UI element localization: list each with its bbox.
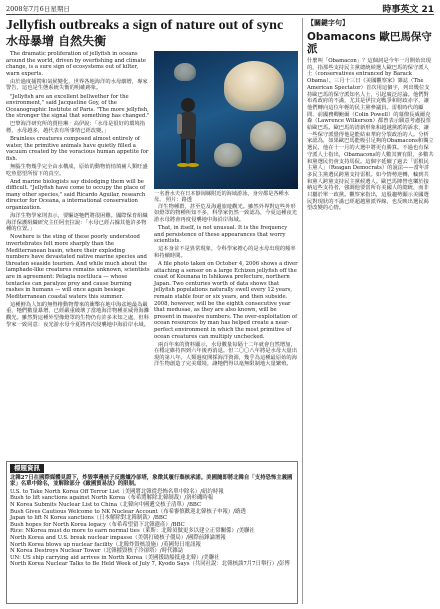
paragraph: 無腦生物幾乎完全由水構成，原始的動物悄悄填補人類旺盛吃魚慾望所留下的真空。 [6,164,148,177]
box-intro: 北韓27日在國際媒體見證下，炸毀寧邊核子反應爐冷卻塔，象徵其履行棄核承諾。美國隨即將北韓自「支持恐怖主義國家」名單中除名，並解除部分《敵國貿易法》的限制。 [10,474,293,488]
article-column-1 [6,51,150,330]
headline-list [10,489,294,568]
paragraph: 這本身並不是異常現象，令科學家擔心的是水母出現的頻率和持續時間。 [154,246,296,259]
keyword-column [302,18,434,604]
list-item: North Korea Nuclear Talks to Be Held Week of July 7, Kyodo Says（共同社說：北韓核談7月7日舉行）/彭博 [10,561,290,568]
paragraph: And marine biologists say dislodging them will be difficult. "Jellyfish have come to occupy the place of many other species," said Ricardo Aguilar, research director for Oceana, a international conservation organization. [6,178,146,212]
section-masthead: 時事英文 21 [382,5,434,15]
paragraph: Nowhere is the sting of these poorly understood invertebrates felt more sharply than the Mediterranean basin, where their exploding numbers have devastated native marine species and threaten seaside tourism. And while much about the lamphade-like creatures remains unknown, scientists are in agreement: Pelagia noctiluca — whose tentacles can paralyze prey and cause burning rashes in humans — will once again besiege Mediterranean coastal waters this summer. [6,234,150,300]
main-article [6,18,298,604]
list-item: Rice: NKorea must do more to earn normal ties（萊斯：北韓須做更多以建立正常關係）/美聯社 [10,528,255,535]
list-item: Bush to lift sanctions against North Korea（布希將解除北韓制裁）/洛杉磯時報 [10,495,214,502]
list-item: N Korea Destroys Nuclear Tower（北韓摧毀核子冷卻塔）/時代雜誌 [10,548,184,555]
list-item: U.S. to Take North Korea Off Terror List（美國將北韓從恐怖名單中除名）/紐約時報 [10,488,224,495]
keyword-label: 【關鍵字句】 [307,19,349,27]
list-item: North Korea blows up nuclear facility（北韓炸毀核設施）/英國每日電訊報 [10,541,201,548]
paragraph: 這種鮮為人知的無脊椎動物帶來的衝擊在地中海盆地最為嚴重，牠們數量暴增，已經嚴重破壞了當地海洋物種並威脅海灘觀光。雖然對這種外型像燈罩的生物仍有許多未知之處，但科學家一致同意：夜光游水母今夏將再次侵襲地中海沿岸水域。 [6,301,150,328]
paragraph: "Jellyfish are an excellent bellwether for the environment," said Jacqueline Goy, of the Oceanographic Institute of Paris. "The more jellyfish, the stronger the signal that something has changed." [6,93,150,120]
issue-date: 2008年7月6日星期日 [6,5,70,13]
list-item: N Korea Submits Nuclear List to China（北韓向中國遞交核子清單）/BBC [10,501,202,508]
list-item: Japan to lift N Korea sanctions（日本解除對北韓制裁）/BBC [10,515,168,522]
paragraph: 巴黎海洋研究所的賈桂琳‧高伊說：「水母是很好的環境指標，水母越多，越代表有所事情已經改變。」 [6,121,146,135]
paragraph: Brainless creatures composed almost entirely of water, the primitive animals have quietly filled a vacuum created by the voracious human appetite for fish. [6,136,149,162]
paragraph: 兩百年來的資料顯示，水母數量每隔十二年就會自然增加，在穩定維持四到六年後再消退。但二〇〇八年將是水母大量出現的第八年。人類過度開採海洋資源，幾乎為這種最原始的海洋生物創造了完美環境，讓牠們得以毫無限制地大量繁殖。 [154,341,298,368]
list-item: Bush Gives Cautious Welcome to NK Nuclear Account（布希審慎歡迎北韓核子申報）/路透 [10,508,246,515]
keyword-title: Obamacons 歐巴馬保守派 [307,31,432,55]
paragraph: The dramatic proliferation of jellyfish in oceans around the world, driven by overfishing and climate change, is a sure sign of ecosystems out of kilter, warn experts. [6,51,146,77]
article-subtitle: 水母暴增 自然失衡 [6,34,107,48]
keyword-body: 什麼叫「Obamacon」？這個詞是今年一月開始出現的，指那些支持民主黨總統候選人歐巴馬的保守派人士（conservatives entranced by Barack Obama）。三月十三日《美國觀察家》雜誌（The American Spectator）首次用這個字，列出幾位支持歐巴馬的保守派知名人士，引起廣泛討論。他們對布希政府的不滿，尤其是伊拉克戰爭和財政赤字，讓他們轉向這位年輕的民主黨參議員。雷根時代的顧問、前國務卿鮑爾（Colin Powell）的幕僚長威爾克森（Lawrence Wilkerson）都曾表示願意考慮投票給歐巴馬。歐巴馬的清新形象和超越黨派的訴求，讓一些保守派覺得他是能結束華府分裂政治的人。分析家認為，如果歐巴馬能吸引足夠的Obamacons和獨立選民，他在十一月的大選中將更有勝算。不過也有保守派人士指出，Obamacons的人數其實有限，多數共和黨選民仍會支持馬侃。這個字延續了過去「雷根民主黨人」（Reagan Democrats）的說法——當年許多民主黨選民跨黨支持雷根。如今情勢逆轉，輪到共和黨人跨黨支持民主黨候選人。歐巴馬陣營也樂於接納這些支持者，強調他要當所有美國人的總統，而非只屬於單一政黨。觀察家指出，這股趨勢顯示美國選民對現狀的不滿已經超越黨派界線，也反映出選民渴望改變的心情。 [307,58,434,212]
paragraph: That, in itself, is not unusual. It is the frequency and persistence of these appearances that worry scientists. [154,225,288,245]
list-item: North Korea and U.S. break nuclear impasse（美朝打破核子僵局）/國際前鋒論壇報 [10,534,226,541]
list-item: UN: US ship carrying aid arrives in North Korea（美國援助船抵達北韓）/美聯社 [10,554,220,561]
list-item: Bush hopes for North Korea legacy（布希希望留下北韓遺產）/BBC [10,521,185,528]
box-heading: 標題資訊 [10,464,44,473]
page-header [6,2,434,15]
headline-info-box [6,461,298,604]
paragraph: 海洋生物學家則表示，要驅逐牠們將很困難。國際保育組織海洋保護組織研究主任阿奎拉說：「水母已經占據其他許多物種的位置。」 [6,213,148,233]
diver-figure [168,95,208,167]
paragraph: 由於過度捕撈和氣候變化，世界各地海洋的水母劇增，專家警告，這也是生態系統失衡的明確跡象。 [6,78,148,92]
article-title: Jellyfish outbreaks a sign of nature out of sync [6,18,284,33]
article-column-2 [154,51,298,370]
paragraph: A file photo taken on October 4, 2006 shows a diver attaching a sensor on a large Echizen jellyfish off the coast of Kounana in Ishikawa prefecture, northern Japan. Two centuries worth of data shows that jellyfish populations naturally swell every 12 years, remain stable four or six years, and then subside. 2008, however, will be the eighth consecutive year that medusae, as they are also known, will be present in massive numbers. The over-exploitation of ocean resources by man has helped create a near-perfect environment in which the most primitive of ocean creatures can multiply unchecked. [154,261,298,340]
jellyfish-photo [154,51,298,189]
paragraph: 洋生物種群，甚至危及海邊旅遊觀光。雖然外界對這些外形如燈罩的物種所知不多，科學家仍然一致認為，今夏這種夜光游水母將會再度侵襲地中海沿岸海域。 [154,203,298,223]
photo-caption: 一名潛水夫在日本靜岡縣附近的海域游泳，身旁都是各種水母。 照片：路透 [154,191,289,204]
